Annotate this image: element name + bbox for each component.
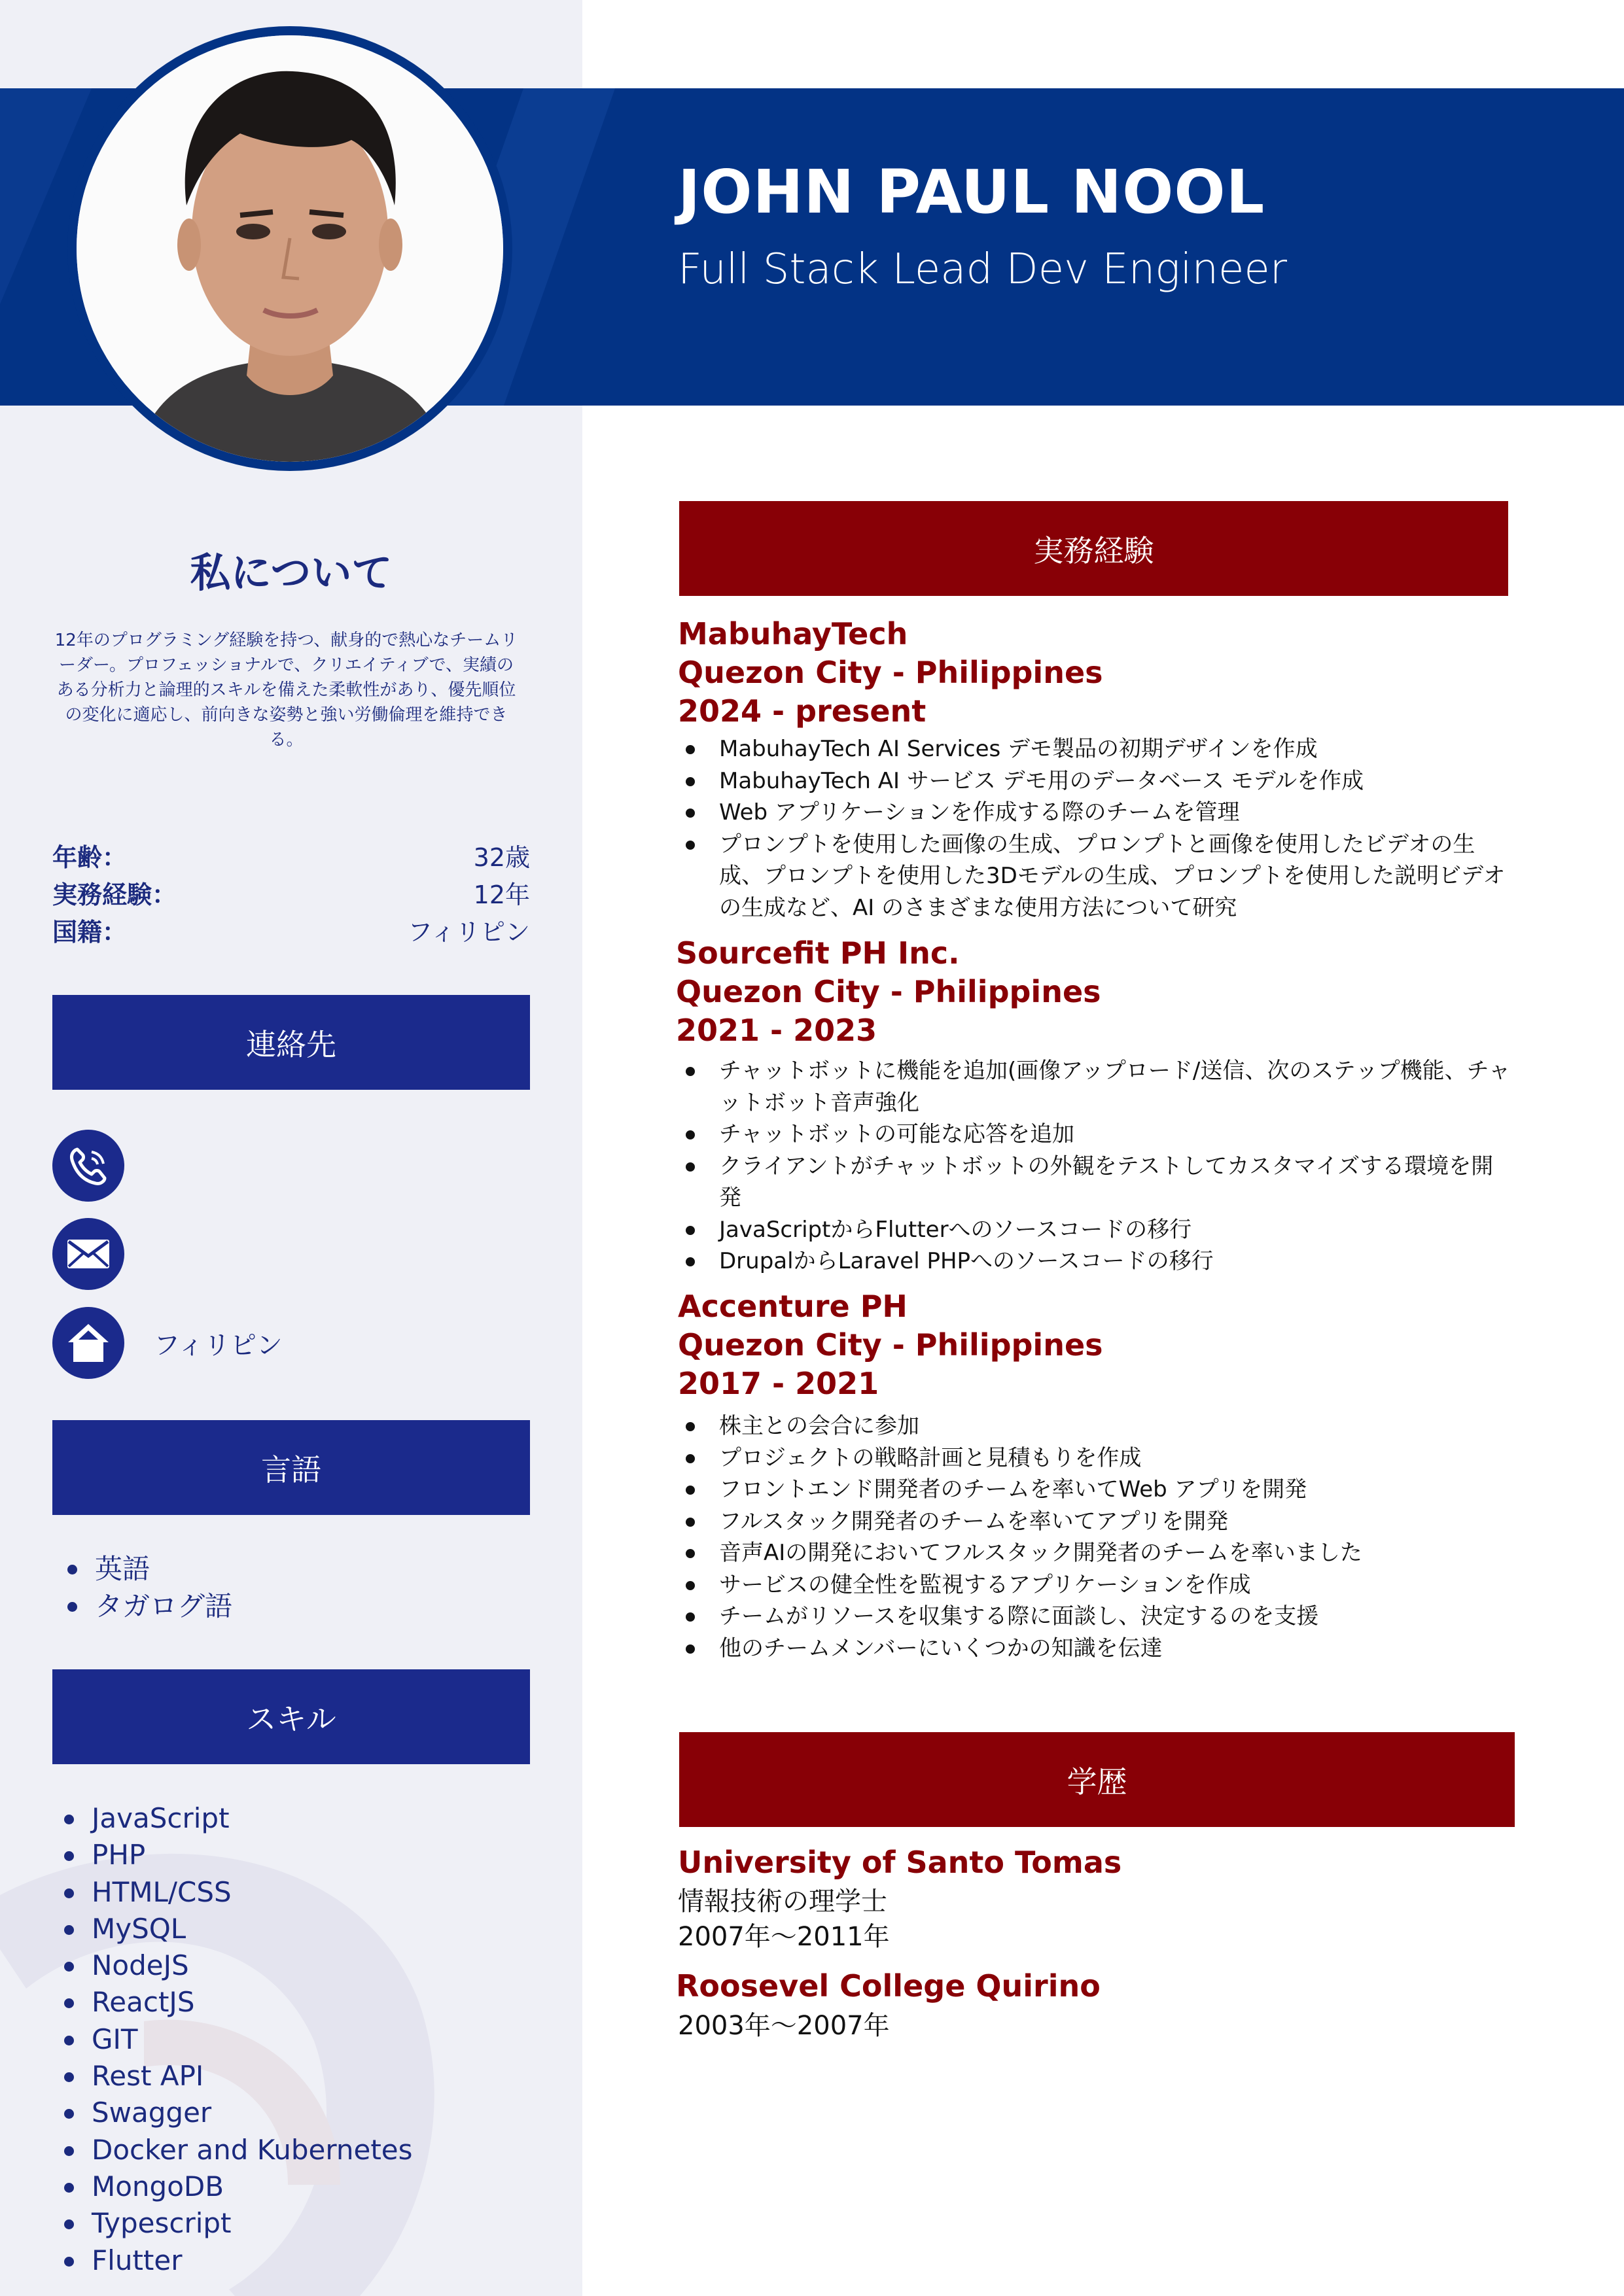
- fact-row-age: [52, 839, 530, 877]
- personal-facts: [52, 839, 530, 951]
- skills-heading: スキル: [52, 1669, 530, 1764]
- job-duty: サービスの健全性を監視するアプリケーションを作成: [678, 1569, 1515, 1601]
- candidate-name: JOHN PAUL NOOL: [678, 157, 1265, 227]
- contact-row-phone: [52, 1130, 530, 1202]
- languages-heading: 言語: [52, 1420, 530, 1515]
- job-duty: クライアントがチャットボットの外観をテストしてカスタマイズする環境を開発: [678, 1151, 1515, 1214]
- skill-item: PHP: [52, 1837, 413, 1873]
- person-avatar-icon: [77, 35, 503, 462]
- skill-item: GIT: [52, 2021, 413, 2058]
- job-period: 2021 - 2023: [676, 1013, 877, 1048]
- address-text: フィリピン: [154, 1330, 283, 1361]
- home-icon: [52, 1307, 124, 1379]
- skill-item: MongoDB: [52, 2168, 413, 2205]
- skill-item: Rest API: [52, 2058, 413, 2095]
- school-name: Roosevel College Quirino: [676, 1968, 1101, 2004]
- skill-item: ReactJS: [52, 1984, 413, 2021]
- fact-value: 12年: [473, 880, 530, 909]
- fact-row-nationality: [52, 914, 530, 951]
- job-company: MabuhayTech: [678, 616, 908, 652]
- job-duty: フルスタック開発者のチームを率いてアプリを開発: [678, 1506, 1515, 1538]
- language-item: 英語: [56, 1550, 232, 1588]
- job-duty: チャットボットの可能な応答を追加: [678, 1119, 1515, 1151]
- mail-icon: [52, 1218, 124, 1290]
- job-duty: Web アプリケーションを作成する際のチームを管理: [678, 797, 1515, 829]
- language-item: タガログ語: [56, 1588, 232, 1625]
- job-duty: MabuhayTech AI サービス デモ用のデータベース モデルを作成: [678, 765, 1515, 797]
- about-heading: 私について: [190, 549, 393, 597]
- skill-item: NodeJS: [52, 1947, 413, 1984]
- job-duty: JavaScriptからFlutterへのソースコードの移行: [678, 1214, 1515, 1246]
- skills-list: [52, 1800, 413, 2279]
- profile-photo: [77, 35, 503, 462]
- job-duties-list: [678, 1055, 1515, 1278]
- job-duty: DrupalからLaravel PHPへのソースコードの移行: [678, 1245, 1515, 1278]
- contact-row-email: [52, 1218, 530, 1290]
- job-duty: 他のチームメンバーにいくつかの知識を伝達: [678, 1633, 1515, 1665]
- job-duty: チームがリソースを収集する際に面談し、決定するのを支援: [678, 1601, 1515, 1633]
- experience-heading: 実務経験: [679, 501, 1508, 596]
- about-text: 12年のプログラミング経験を持つ、献身的で熱心なチームリーダー。プロフェッショナルで、クリエイティブで、実績のある分析力と論理的スキルを備えた柔軟性があり、優先順位の変化に適応し、前向きな姿勢と強い労働倫理を維持できる。: [54, 631, 518, 750]
- job-company: Sourcefit PH Inc.: [676, 935, 960, 971]
- job-duties-list: [678, 1410, 1515, 1664]
- fact-label: 実務経験：: [52, 880, 177, 909]
- skill-item: JavaScript: [52, 1800, 413, 1837]
- skill-item: Flutter: [52, 2242, 413, 2279]
- job-location: Quezon City - Philippines: [678, 655, 1103, 690]
- job-duty: フロントエンド開発者のチームを率いてWeb アプリを開発: [678, 1474, 1515, 1506]
- job-company: Accenture PH: [678, 1289, 908, 1324]
- skill-item: Docker and Kubernetes: [52, 2132, 413, 2168]
- school-period: 2003年～2007年: [678, 2011, 890, 2041]
- fact-value: 32歳: [473, 843, 530, 872]
- job-duty: 音声AIの開発においてフルスタック開発者のチームを率いました: [678, 1537, 1515, 1569]
- school-degree: 情報技術の理学士: [678, 1887, 887, 1917]
- skill-item: Swagger: [52, 2095, 413, 2131]
- languages-list: [56, 1550, 232, 1625]
- school-name: University of Santo Tomas: [678, 1845, 1122, 1880]
- job-duty: プロジェクトの戦略計画と見積もりを作成: [678, 1442, 1515, 1474]
- job-duties-list: [678, 733, 1515, 924]
- phone-icon: [52, 1130, 124, 1202]
- job-location: Quezon City - Philippines: [676, 974, 1101, 1009]
- skill-item: Typescript: [52, 2205, 413, 2242]
- job-period: 2017 - 2021: [678, 1366, 879, 1401]
- fact-value: フィリピン: [408, 918, 530, 947]
- job-period: 2024 - present: [678, 693, 927, 729]
- skill-item: MySQL: [52, 1911, 413, 1947]
- job-duty: 株主との会合に参加: [678, 1410, 1515, 1442]
- education-heading: 学歴: [679, 1732, 1515, 1827]
- fact-label: 国籍：: [52, 918, 128, 947]
- job-duty: チャットボットに機能を追加(画像アップロード/送信、次のステップ機能、チャットボット音声強化: [678, 1055, 1515, 1119]
- contact-row-address: [52, 1307, 530, 1379]
- fact-label: 年齢：: [52, 843, 128, 872]
- school-period: 2007年～2011年: [678, 1922, 890, 1952]
- fact-row-experience: [52, 877, 530, 914]
- job-location: Quezon City - Philippines: [678, 1327, 1103, 1363]
- job-duty: MabuhayTech AI Services デモ製品の初期デザインを作成: [678, 733, 1515, 765]
- skill-item: HTML/CSS: [52, 1874, 413, 1911]
- job-duty: プロンプトを使用した画像の生成、プロンプトと画像を使用したビデオの生成、プロンプトを使用した3Dモデルの生成、プロンプトを使用した説明ビデオの生成など、AI のさまざまな使用方法について研究: [678, 829, 1515, 924]
- job-title: Full Stack Lead Dev Engineer: [678, 245, 1288, 294]
- contact-heading: 連絡先: [52, 995, 530, 1090]
